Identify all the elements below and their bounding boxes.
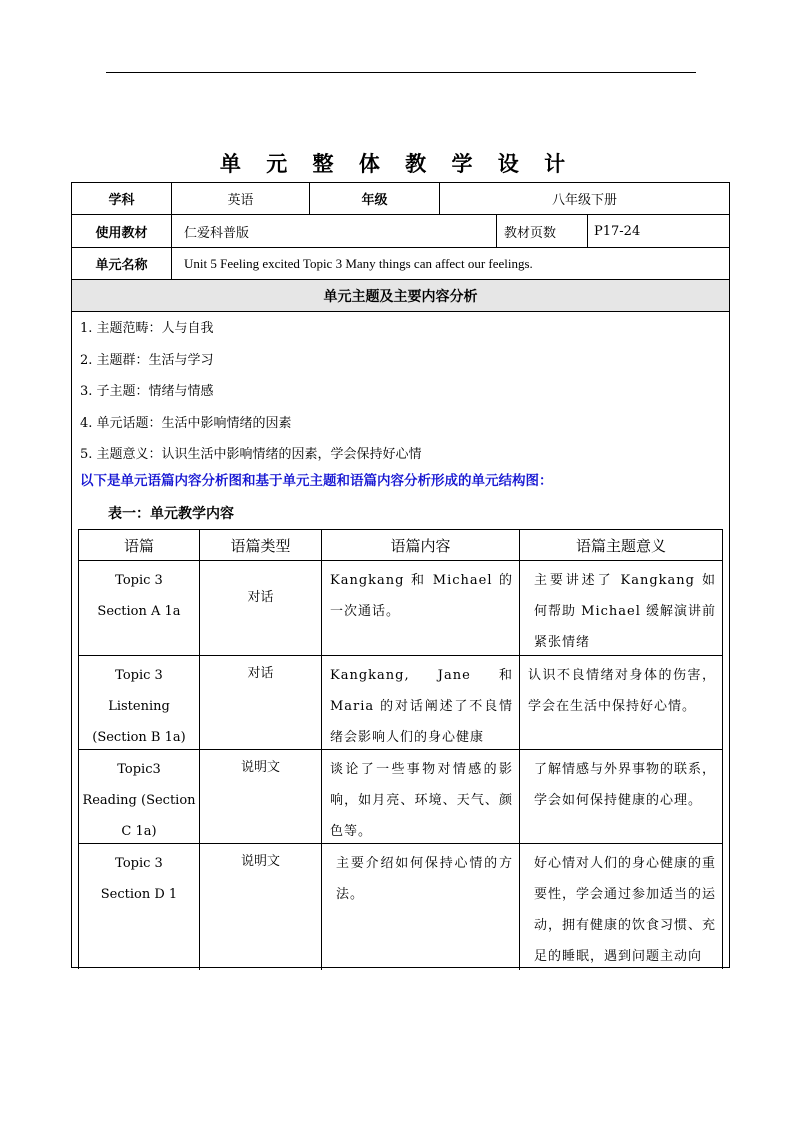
textbook-label: 使用教材 bbox=[72, 215, 172, 247]
unit-value: Unit 5 Feeling excited Topic 3 Many things can affect our feelings. bbox=[184, 255, 533, 271]
type-cell: 说明文 bbox=[200, 750, 322, 843]
col-header-passage: 语篇 bbox=[79, 530, 200, 561]
subject-value: 英语 bbox=[172, 183, 310, 214]
passage-cell bbox=[79, 844, 200, 970]
header-rule bbox=[106, 72, 696, 73]
passage-cell bbox=[79, 656, 200, 749]
table-title: 表一：单元教学内容 bbox=[108, 506, 234, 522]
meaning-cell: 好心情对人们的身心健康的重要性，学会通过参加适当的运动，拥有健康的饮食习惯、充足的睡眠，遇到问题主动向 bbox=[534, 856, 717, 964]
col-header-type: 语篇类型 bbox=[200, 530, 322, 561]
textbook-value: 仁爱科普版 bbox=[172, 215, 497, 247]
content-table bbox=[78, 529, 723, 969]
unit-design-table bbox=[71, 182, 730, 968]
passage-cell bbox=[79, 750, 200, 843]
grade-value: 八年级下册 bbox=[551, 193, 617, 208]
analysis-heading: 单元主题及主要内容分析 bbox=[72, 280, 729, 312]
content-cell: Kangkang 和 Michael 的一次通话。 bbox=[322, 561, 520, 655]
table-row bbox=[79, 656, 722, 750]
col-header-meaning: 语篇主题意义 bbox=[520, 530, 722, 561]
type-cell: 说明文 bbox=[200, 844, 322, 970]
meaning-cell: 主要讲述了 Kangkang 如何帮助 Michael 缓解演讲前紧张情绪 bbox=[534, 573, 716, 650]
analysis-item: 1. 主题范畴：人与自我 bbox=[80, 321, 214, 336]
col-header-content: 语篇内容 bbox=[322, 530, 520, 561]
passage-line: Section D 1 bbox=[100, 887, 178, 902]
passage-line: Topic 3 bbox=[115, 856, 163, 871]
passage-line: Topic3 bbox=[117, 762, 161, 777]
pages-value: P17-24 bbox=[594, 223, 641, 239]
passage-line: Listening bbox=[108, 699, 170, 714]
passage-line: Reading (Section bbox=[82, 793, 196, 808]
passage-line: Topic 3 bbox=[115, 573, 163, 588]
unit-label: 单元名称 bbox=[72, 248, 172, 279]
structure-note: 以下是单元语篇内容分析图和基于单元主题和语篇内容分析形成的单元结构图： bbox=[80, 473, 553, 489]
table-row bbox=[79, 844, 722, 970]
content-cell: 谈论了一些事物对情感的影响，如月亮、环境、天气、颜色等。 bbox=[322, 750, 520, 843]
passage-line: C 1a) bbox=[121, 824, 157, 839]
page-title: 单 元 整 体 教 学 设 计 bbox=[219, 151, 575, 176]
info-row-textbook bbox=[72, 215, 729, 248]
type-cell: 对话 bbox=[200, 561, 322, 655]
content-cell: 主要介绍如何保持心情的方法。 bbox=[322, 844, 520, 970]
analysis-item: 2. 主题群：生活与学习 bbox=[80, 352, 214, 368]
meaning-cell: 了解情感与外界事物的联系，学会如何保持健康的心理。 bbox=[534, 762, 717, 808]
passage-cell bbox=[79, 561, 200, 655]
grade-label: 年级 bbox=[310, 183, 440, 214]
passage-line: (Section B 1a) bbox=[92, 730, 186, 745]
content-cell: Kangkang, Jane 和 Maria 的对话阐述了不良情绪会影响人们的身心健康 bbox=[322, 656, 520, 749]
passage-line: Section A 1a bbox=[97, 604, 181, 619]
analysis-list bbox=[80, 313, 720, 471]
meaning-cell: 认识不良情绪对身体的伤害，学会在生活中保持好心情。 bbox=[528, 668, 716, 714]
table-row bbox=[79, 750, 722, 844]
info-row-unit bbox=[72, 248, 729, 280]
pages-label: 教材页数 bbox=[497, 215, 588, 247]
subject-label: 学科 bbox=[72, 183, 172, 214]
passage-line: Topic 3 bbox=[115, 668, 163, 683]
analysis-item: 3. 子主题：情绪与情感 bbox=[80, 384, 214, 399]
analysis-item: 5. 主题意义：认识生活中影响情绪的因素，学会保持好心情 bbox=[80, 447, 422, 462]
type-cell: 对话 bbox=[200, 656, 322, 749]
analysis-item: 4. 单元话题：生活中影响情绪的因素 bbox=[80, 415, 292, 431]
table-row bbox=[79, 561, 722, 656]
info-row-subject bbox=[72, 183, 729, 215]
